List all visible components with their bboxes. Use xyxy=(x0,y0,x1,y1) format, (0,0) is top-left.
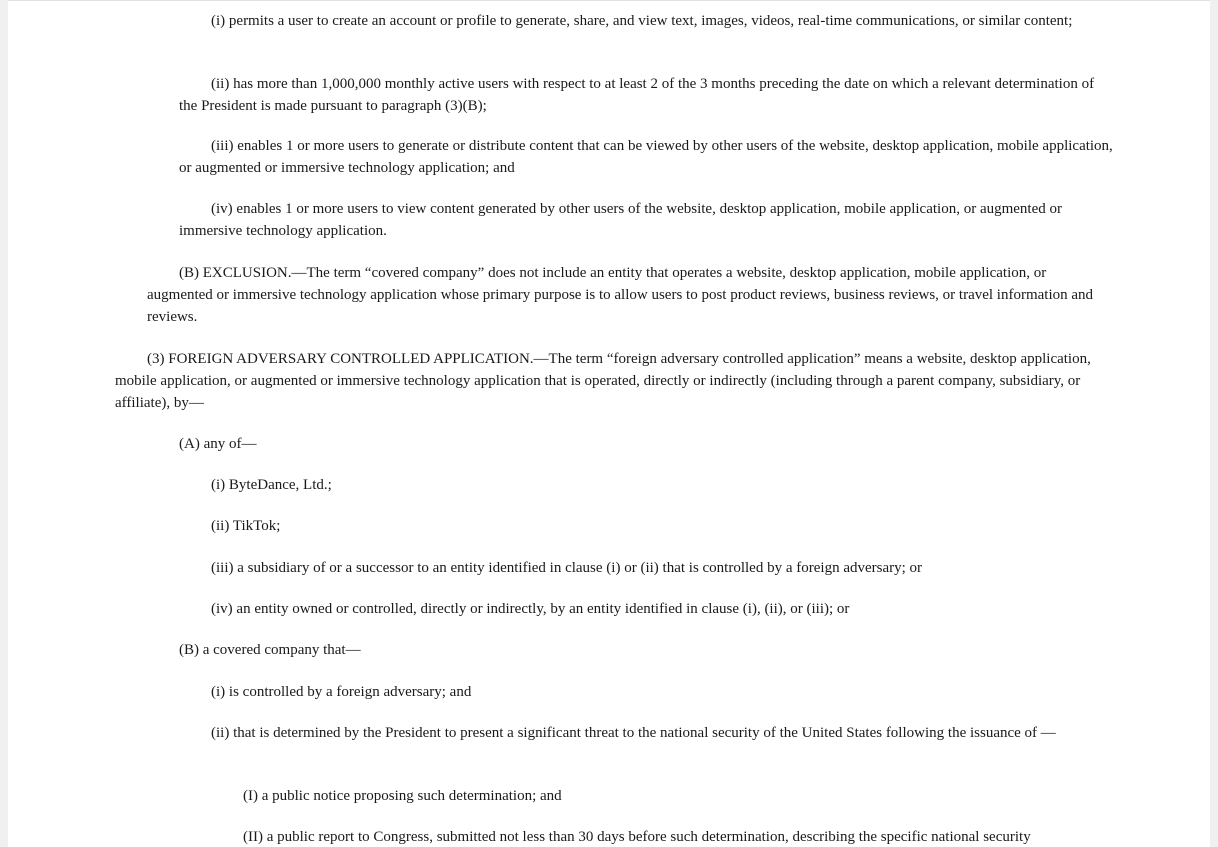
paragraph-clause-3a-ii: (ii) TikTok; xyxy=(211,518,281,534)
paragraph-clause-3a-iii: (iii) a subsidiary of or a successor to an entity identified in clause (i) or (ii) that is controlled by a foreign adversary; or xyxy=(211,560,923,576)
paragraph-subparagraph-a: (A) any of— xyxy=(179,436,257,452)
paragraph-clause-a-iv: (iv) enables 1 or more users to view content generated by other users of the website, desktop application, mobile application, or augmented or immersive technology application. xyxy=(179,201,1062,239)
paragraph-clause-3b-i: (i) is controlled by a foreign adversary; and xyxy=(211,684,472,700)
paragraph-subclause-II: (II) a public report to Congress, submitted not less than 30 days before such determination, describing the specific national security xyxy=(243,829,1031,845)
paragraph-foreign-adversary-definition: (3) FOREIGN ADVERSARY CONTROLLED APPLICATION.—The term “foreign adversary controlled application” means a website, desktop application, mobile application, or augmented or immersive technology application that is operated, directly or indirectly (including through a parent company, subsidiary, or affiliate), by— xyxy=(115,351,1091,411)
paragraph-clause-a-iii: (iii) enables 1 or more users to generate or distribute content that can be viewed by other users of the website, desktop application, mobile application, or augmented or immersive technology application; and xyxy=(179,138,1113,176)
document-page xyxy=(8,0,1210,847)
paragraph-subclause-I: (I) a public notice proposing such determination; and xyxy=(243,788,562,804)
paragraph-subparagraph-b: (B) a covered company that— xyxy=(179,642,361,658)
paragraph-clause-3a-i: (i) ByteDance, Ltd.; xyxy=(211,477,332,493)
paragraph-clause-3a-iv: (iv) an entity owned or controlled, directly or indirectly, by an entity identified in clause (i), (ii), or (iii); or xyxy=(211,601,850,617)
paragraph-clause-a-i: (i) permits a user to create an account or profile to generate, share, and view text, images, videos, real-time communications, or similar content; xyxy=(211,13,1073,29)
paragraph-exclusion: (B) EXCLUSION.—The term “covered company” does not include an entity that operates a website, desktop application, mobile application, or augmented or immersive technology application whose primary purpose is to allow users to post product reviews, business reviews, or travel information and reviews. xyxy=(147,265,1094,325)
paragraph-clause-a-ii: (ii) has more than 1,000,000 monthly active users with respect to at least 2 of the 3 months preceding the date on which a relevant determination of the President is made pursuant to paragraph (3)(B); xyxy=(179,76,1095,114)
paragraph-clause-3b-ii: (ii) that is determined by the President to present a significant threat to the national security of the United States following the issuance of — xyxy=(211,725,1056,741)
